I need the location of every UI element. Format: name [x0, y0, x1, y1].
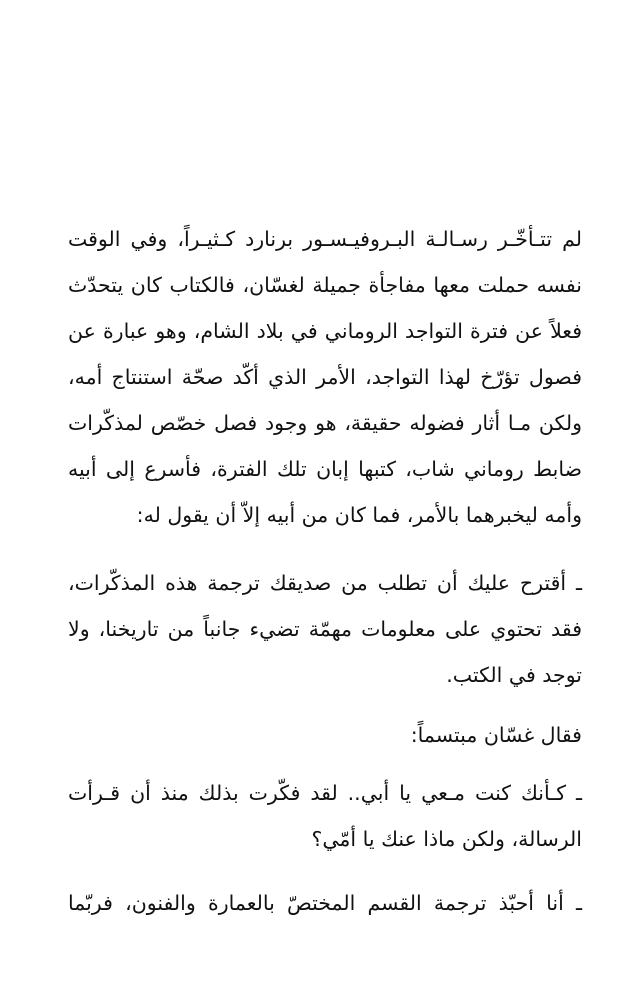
paragraph-4 — [68, 770, 582, 862]
text-line: ولكن مـا أثار فضوله حقيقة، هو وجود فصل خصّص لمذكّرات — [68, 411, 582, 435]
text-line: ـ أقترح عليك أن تطلب من صديقك ترجمة هذه المذكّرات، — [68, 571, 582, 595]
paragraph-1 — [68, 216, 582, 538]
text-line: ـ كـأنك كنت مـعي يا أبي.. لقد فكّرت بذلك منذ أن قـرأت — [68, 781, 582, 805]
text-line: فقد تحتوي على معلومات مهمّة تضيء جانباً من تاريخنا، ولا — [68, 617, 582, 641]
text-line: نفسه حملت معها مفاجأة جميلة لغسّان، فالكتاب كان يتحدّث — [68, 273, 582, 297]
text-line: وأمه ليخبرهما بالأمر، فما كان من أبيه إلاّ أن يقول له: — [136, 503, 582, 527]
text-line: ضابط روماني شاب، كتبها إبان تلك الفترة، فأسرع إلى أبيه — [68, 457, 582, 481]
text-line: فصول تؤرّخ لهذا التواجد، الأمر الذي أكّد صحّة استنتاج أمه، — [68, 365, 582, 389]
text-line: لم تتـأخّـر رسـالـة البـروفيـسـور برنارد كـثيـراً، وفي الوقت — [68, 227, 582, 251]
text-line: ـ أنا أحبّذ ترجمة القسم المختصّ بالعمارة والفنون، فربّما — [68, 891, 582, 915]
text-line: فقال غسّان مبتسماً: — [410, 723, 582, 747]
paragraph-2 — [68, 560, 582, 698]
text-line: توجد في الكتب. — [446, 663, 582, 687]
text-line: فعلاً عن فترة التواجد الروماني في بلاد الشام، وهو عبارة عن — [68, 319, 582, 343]
text-line: الرسالة، ولكن ماذا عنك يا أمّي؟ — [311, 827, 582, 851]
paragraph-3 — [68, 712, 582, 758]
paragraph-5 — [68, 880, 582, 926]
